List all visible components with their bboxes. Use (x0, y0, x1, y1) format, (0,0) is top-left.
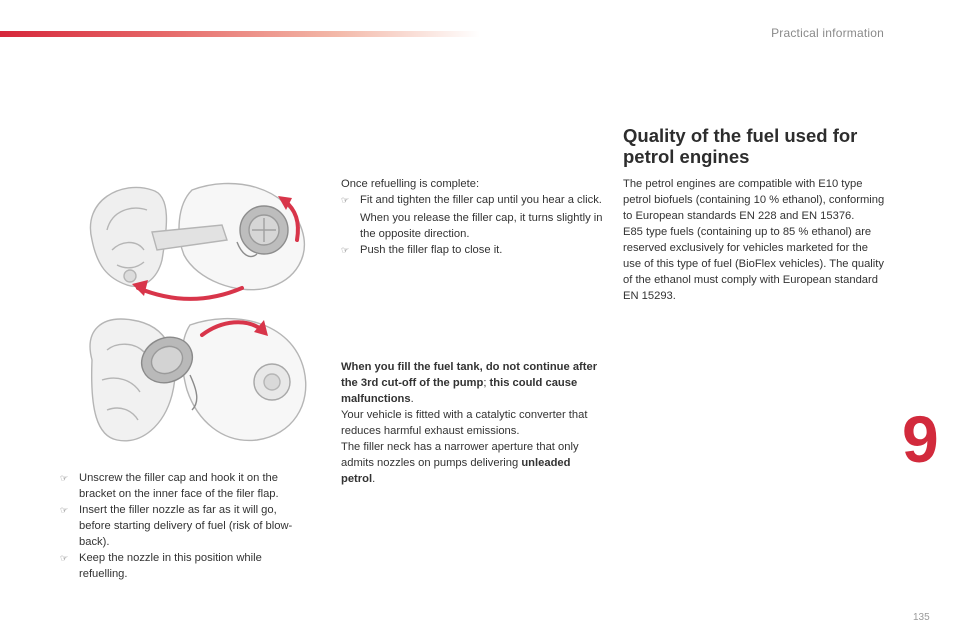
refuelling-steps-list (60, 470, 305, 582)
after-refuelling-intro: Once refuelling is complete: (341, 178, 480, 190)
fuel-filler-illustration (72, 170, 312, 460)
warning-end: . (410, 393, 414, 405)
list-item-note: When you release the filler cap, it turns slightly in the opposite direction. (360, 212, 603, 240)
pointing-hand-icon: ☞ (60, 473, 69, 483)
list-item (60, 470, 305, 502)
list-item-text: Push the filler flap to close it. (360, 244, 503, 256)
filler-neck-text-end: . (372, 473, 376, 485)
warning-bold-text: When you fill the fuel tank, do not continue after the 3rd cut-off of the pump (341, 361, 598, 389)
list-item (60, 502, 305, 550)
unleaded-petrol-text: unleaded petrol (341, 457, 571, 485)
list-item (341, 192, 603, 242)
section-title: Practical information (771, 26, 884, 40)
pointing-hand-icon: ☞ (341, 195, 350, 205)
warning-bold-text: this could cause malfunctions (341, 377, 578, 405)
header-accent-bar (0, 31, 480, 37)
warning-separator: ; (483, 377, 490, 389)
fuel-warning-note (341, 359, 603, 487)
list-item (60, 550, 305, 582)
list-item (341, 242, 603, 258)
fuel-quality-heading: Quality of the fuel used for petrol engines (623, 125, 858, 167)
filler-neck-text-start: The filler neck has a narrower aperture that only admits nozzles on pumps delivering (341, 441, 579, 469)
list-item-text: Insert the filler nozzle as far as it will go, before starting delivery of fuel (risk of blow-back). (79, 504, 293, 548)
pointing-hand-icon: ☞ (60, 553, 69, 563)
filler-neck-text (341, 439, 603, 487)
fuel-quality-text (623, 176, 885, 304)
catalytic-converter-text: Your vehicle is fitted with a catalytic converter that reduces harmful exhaust emissions. (341, 409, 588, 437)
pointing-hand-icon: ☞ (341, 245, 350, 255)
list-item-text: Keep the nozzle in this position while refuelling. (79, 552, 262, 580)
pointing-hand-icon: ☞ (60, 505, 69, 515)
after-refuelling-list (341, 176, 603, 258)
fuel-quality-paragraph: E85 type fuels (containing up to 85 % ethanol) are reserved exclusively for vehicles marketed for the use of this type of fuel (BioFlex vehicles). The quality of the ethanol must comply with European standard EN 15293. (623, 226, 884, 302)
page-number: 135 (913, 612, 930, 623)
list-item-text: Unscrew the filler cap and hook it on the bracket on the inner face of the filer flap. (79, 472, 279, 500)
list-item-text: Fit and tighten the filler cap until you hear a click. (360, 194, 602, 206)
fuel-quality-paragraph: The petrol engines are compatible with E10 type petrol biofuels (containing 10 % ethanol), conforming to European standards EN 228 and EN 15376. (623, 178, 885, 222)
chapter-number: 9 (902, 402, 939, 476)
